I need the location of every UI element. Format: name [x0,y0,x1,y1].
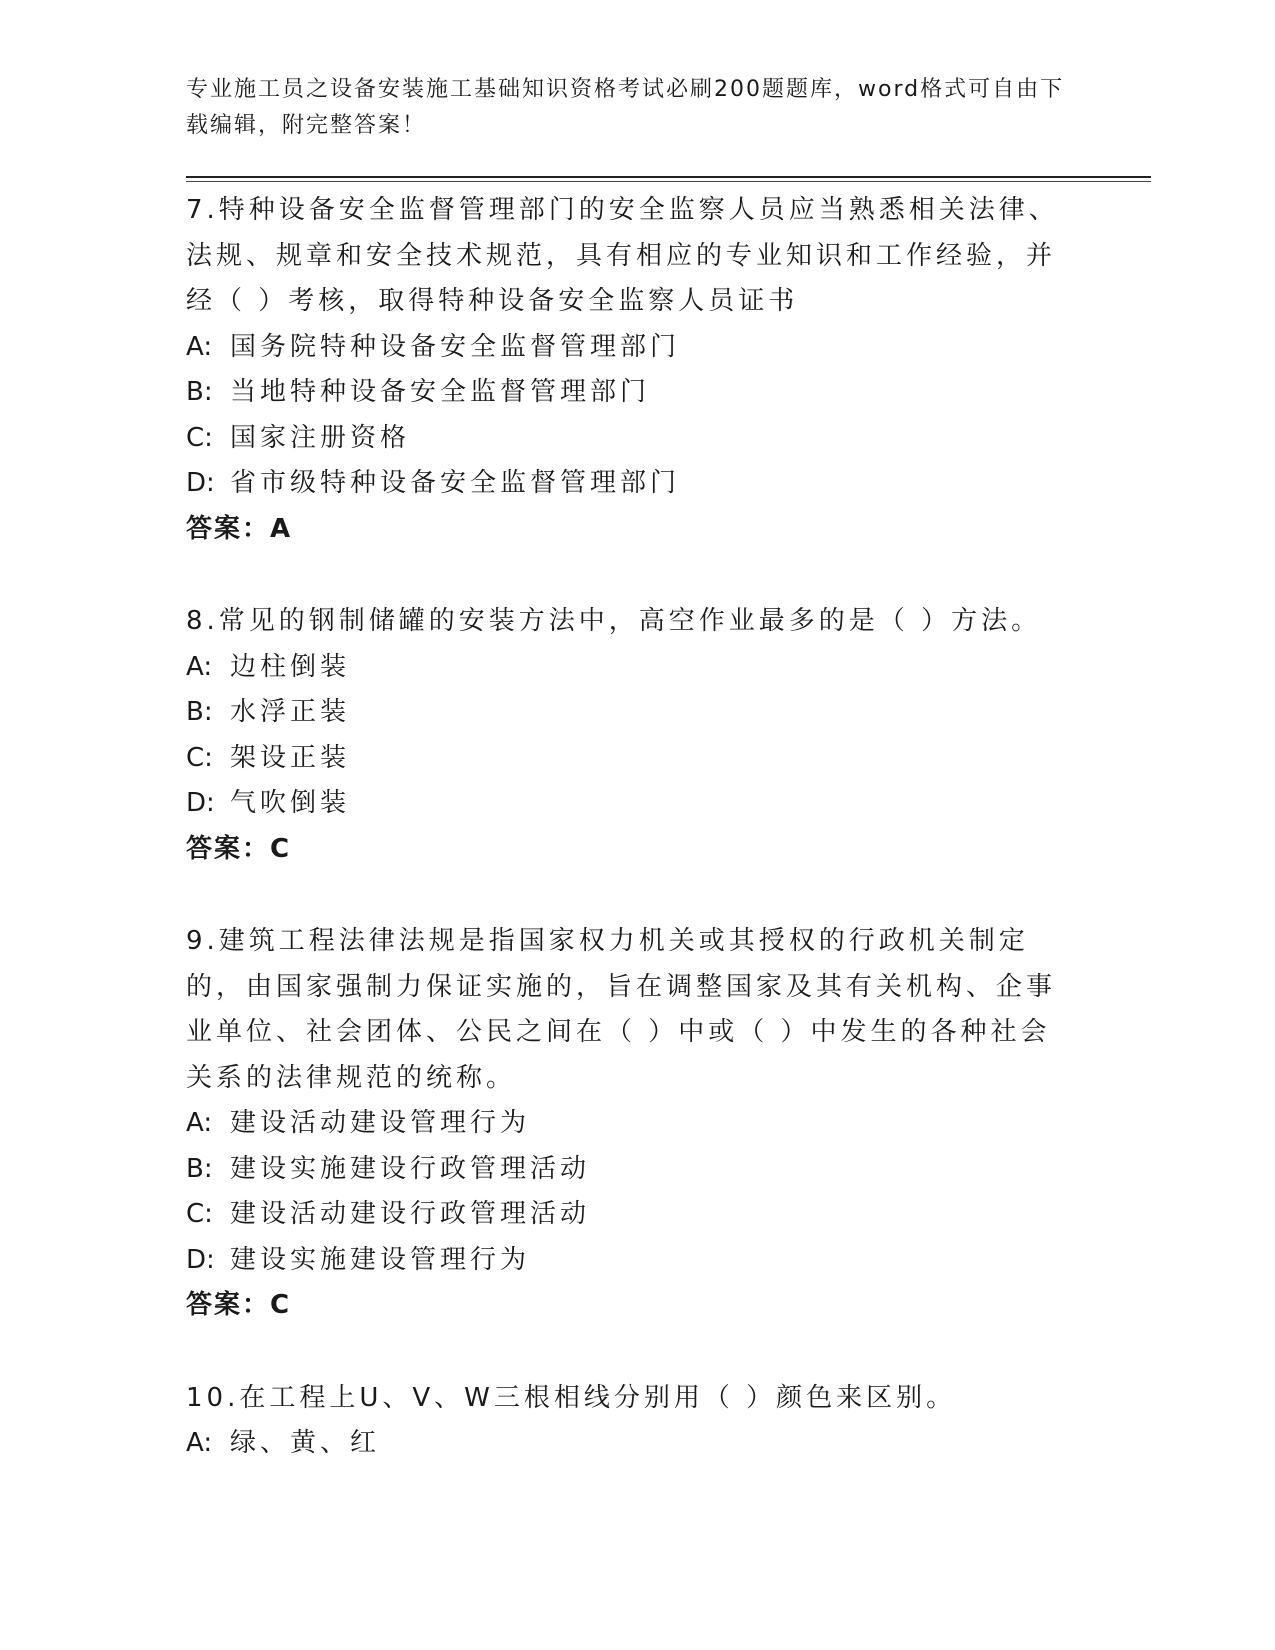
option-text: 架设正装 [230,742,351,773]
option-text: 建设活动建设管理行为 [230,1108,531,1138]
option-b [186,690,1066,736]
answer-line: 答案：A [186,513,293,544]
option-letter: C: [186,422,213,453]
option-text: 气吹倒装 [230,788,351,818]
answer-line: 答案：C [186,833,292,864]
question-9 [186,919,1066,1329]
option-a [186,325,1066,371]
option-a [186,1421,1066,1467]
document-header: 专业施工员之设备安装施工基础知识资格考试必刷200题题库，word格式可自由下载编辑，附完整答案！ [186,77,1065,138]
question-10 [186,1376,1066,1467]
option-letter: A: [186,1108,213,1138]
answer-line: 答案：C [186,1290,292,1320]
option-letter: D: [186,1244,215,1275]
option-c [186,736,1066,782]
option-d [186,461,1066,507]
option-letter: A: [186,651,213,682]
option-a [186,1101,1066,1147]
option-d [186,1238,1066,1284]
option-text: 省市级特种设备安全监督管理部门 [230,468,681,498]
option-text: 水浮正装 [230,697,351,727]
option-text: 国务院特种设备安全监督管理部门 [230,331,681,362]
option-letter: A: [186,331,213,362]
option-letter: B: [186,697,213,727]
question-stem: 7.特种设备安全监督管理部门的安全监察人员应当熟悉相关法律、法规、规章和安全技术规范，具有相应的专业知识和工作经验，并经（ ）考核，取得特种设备安全监察人员证书 [186,195,1059,316]
option-text: 国家注册资格 [230,422,411,453]
option-letter: C: [186,742,213,773]
option-text: 建设实施建设行政管理活动 [230,1153,591,1184]
option-text: 建设实施建设管理行为 [230,1244,531,1275]
question-8 [186,599,1066,872]
option-c [186,1192,1066,1238]
option-d [186,781,1066,827]
question-7 [186,188,1066,552]
option-b [186,370,1066,416]
option-text: 绿、黄、红 [230,1428,381,1458]
option-c [186,416,1066,462]
question-stem: 8.常见的钢制储罐的安装方法中，高空作业最多的是（ ）方法。 [186,606,1042,636]
option-text: 建设活动建设行政管理活动 [230,1199,591,1229]
option-letter: D: [186,788,215,818]
option-letter: B: [186,1153,213,1184]
option-letter: C: [186,1199,213,1229]
question-list [186,188,1066,1514]
option-b [186,1147,1066,1193]
option-text: 当地特种设备安全监督管理部门 [230,377,651,407]
option-a [186,645,1066,691]
question-stem: 10.在工程上U、V、W三根相线分别用（ ）颜色来区别。 [186,1382,957,1413]
header-divider-thick [186,176,1151,178]
option-letter: D: [186,468,215,498]
option-letter: A: [186,1428,213,1458]
option-letter: B: [186,377,213,407]
option-text: 边柱倒装 [230,651,351,682]
question-stem: 9.建筑工程法律法规是指国家权力机关或其授权的行政机关制定的，由国家强制力保证实施的，旨在调整国家及其有关机构、企事业单位、社会团体、公民之间在（ ）中或（ ）中发生的各种社会关系的法律规范的统称。 [186,926,1057,1093]
header-divider-thin [186,181,1151,182]
